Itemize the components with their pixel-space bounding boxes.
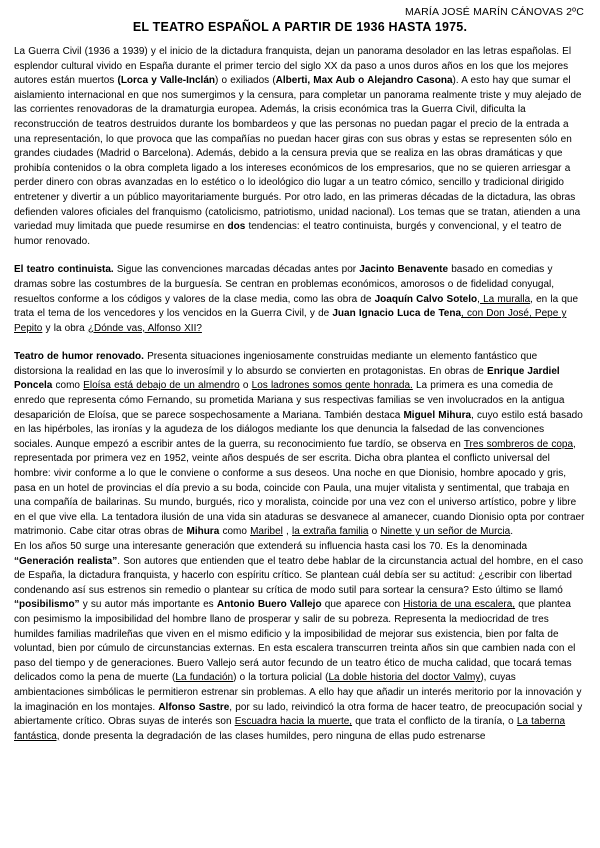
underlined-work-title: , La muralla <box>477 293 531 305</box>
underlined-work-title: Historia de una escalera, <box>403 599 516 611</box>
page-title: EL TEATRO ESPAÑOL A PARTIR DE 1936 HASTA 1975. <box>132 20 468 34</box>
underlined-work-title: Ninette y un señor de Murcia <box>380 526 511 538</box>
text-run: como <box>219 526 251 538</box>
bold-author: Alfonso Sastre <box>158 701 230 713</box>
paragraph-gap <box>14 249 586 263</box>
bold-term: “posibilismo” <box>14 599 80 611</box>
text-run: basado en comedias y dramas sobre las costumbres de la burguesía. Se centran en problemas económicos, amorosos o de fidelidad conyugal, resueltos conforme a los códigos y valores de la clase media, como las obra de <box>14 264 555 305</box>
paragraph-teatro-humor <box>14 350 586 540</box>
text-run: y su autor más importante es <box>79 599 217 611</box>
text-run: tendencias: el teatro continuista, burgés y convencional, y el teatro de humor renovado. <box>14 221 562 247</box>
paragraph-generacion-realista <box>14 540 586 744</box>
bold-author: Antonio Buero Vallejo <box>216 599 322 611</box>
bold-author: Enrique Jardiel Poncela <box>14 365 560 392</box>
text-run: o <box>368 526 381 538</box>
section-heading: Teatro de humor renovado. <box>14 351 144 363</box>
text-run: La Guerra Civil (1936 a 1939) y el inicio de la dictadura franquista, dejan un panorama desolador en las letras españolas. El esplendor cultural vivido en España durante el primer tercio del siglo XX da paso a unos duros años en los que los mejores autores están muertos <box>14 46 572 87</box>
paragraph-introduction <box>14 45 586 249</box>
text-run: La primera es una comedia de enredo que representa cómo Fernando, su prometida Mariana y sus respectivas familias se ven involucrados en la antigua desaparición de Eloísa, que se parece sospechosamente a Mariana. También destaca <box>14 380 565 421</box>
underlined-work-title: Tres sombreros de copa <box>463 438 574 450</box>
bold-authors-exiled: Alberti, Max Aub o Alejandro Casona <box>275 75 453 87</box>
text-run: Sigue las convenciones marcadas décadas antes por <box>113 264 360 276</box>
paragraph-teatro-continuista <box>14 263 586 336</box>
bold-term: “Generación realista” <box>14 555 118 567</box>
underlined-work-title: ¿Dónde vas, Alfonso XII? <box>87 322 202 334</box>
section-heading: El teatro continuista. <box>14 264 114 276</box>
text-run: . Son autores que entienden que el teatro debe hablar de la circunstancia actual del hombre, en el caso de España, la dictadura franquista, y hacerlo con espíritu crítico. Se plantean cuál debía ser su actitud: ¿escribir con libertad condenando así sus estrenos sin remedio o plantear su crítica de modo sutil para sortear la censura? Esto último se llamó <box>14 555 584 596</box>
underlined-work-title: La doble historia del doctor Valmy <box>328 672 481 684</box>
text-run: que trata el conflicto de la tiranía, o <box>352 716 517 728</box>
text-run: , por su lado, reivindicó la otra forma de hacer teatro, de preocupación social y abiertamente crítico. Obras suyas de interés son <box>14 701 583 728</box>
text-run: o <box>239 380 252 392</box>
text-run: como <box>52 380 84 392</box>
text-run: ) o la tortura policial ( <box>233 672 329 684</box>
text-run: que aparece con <box>321 599 404 611</box>
text-run: ). A esto hay que sumar el aislamiento internacional en que nos sumergimos y la censura, para completar un panorama realmente triste y muy alejado de las corrientes renovadoras de la dramaturgia europea. Además, la crisis económica tras la Guerra Civil, dificulta la reconstrucción de teatros destruidos durante los bombardeos y que las personas no puedan pagar el precio de la entrada a una representación, lo que provoca que las compañías no puedan hacer giras con sus obras y estas se representen sólo en grandes ciudades (Madrid o Barcelona). Además, debido a la censura previa que se realiza en las obras dramáticas y que prohibía contenidos o la obra completa ligado a los intereses económicos de los empresarios, que no se quieren arriesgar a perder dinero con obras avanzadas en lo estético o lo ideológico dio lugar a un teatro cómico, sencillo y tradicional dirigido entretener y divertir a un público mayoritariamente burgués. Por otro lado, en las primeras décadas de la dictadura, las obras defienden valores oficiales del franquismo (catolicismo, patriotismo, unidad nacional). Los temas que se tratan, atienden a una variedad muy limitada que puede resumirse en <box>14 75 582 233</box>
underlined-work-title: la extraña familia <box>292 526 369 538</box>
text-run: ) o exiliados ( <box>215 75 276 87</box>
author-name: MARÍA JOSÉ MARÍN CÁNOVAS 2ºC <box>404 6 584 18</box>
text-run: En los años 50 surge una interesante generación que extenderá su influencia hasta casi los 70. Es la denominada <box>14 541 528 552</box>
underlined-work-title: La fundación <box>175 672 234 684</box>
text-run: que plantea con pesimismo la imposibilidad del hombre llano de prosperar y salir de su pobreza. Representa la mediocridad de tres humildes familias madrileñas que viven en el mismo edificio y la imposibilidad de mejorar sus existencia, bien por falta de voluntad, bien por cúmulo de circunstancias externas. En esta escalera transcurren treinta años sin que cambien nada con el paso del tiempo y de generaciones. Buero Vallejo será autor fecundo de un teatro ético de mucha calidad, que tocará temas delicados como la pena de muerte ( <box>14 599 576 684</box>
text-run: donde presenta la degradación de las clases humildes, pero ninguna de ellas pudo estrenarse <box>59 730 486 742</box>
text-run: Presenta situaciones ingeniosamente construidas mediante un elemento fantástico que distorsiona la realidad en las que lo inverosímil y lo absurdo se convierten en protagonistas. En obras de <box>14 351 538 377</box>
paragraph-gap <box>14 336 586 350</box>
underlined-work-title: Los ladrones somos gente honrada. <box>251 380 413 392</box>
text-run: y la obra <box>42 322 88 334</box>
bold-term: dos <box>227 221 246 233</box>
text-run: , <box>282 526 293 538</box>
text-run: , cuyo estilo está basado en las hipérboles, las ironías y la agudeza de los diálogos mediante los que denuncia la falsedad de las convenciones sociales. Aunque empezó a escribir antes de la guerra, su reconocimiento fue tardío, se observa en <box>14 409 583 450</box>
bold-author: Mihura <box>186 526 220 538</box>
bold-authors-dead: (Lorca y Valle-Inclán <box>117 75 215 87</box>
bold-author: Joaquín Calvo Sotelo <box>374 293 478 305</box>
underlined-work-title: Eloísa está debajo de un almendro <box>83 380 240 392</box>
underlined-work-title: Maribel <box>250 526 283 538</box>
bold-author: Miguel Mihura <box>403 409 472 421</box>
underlined-work-title: , con Don José, Pepe y Pepito <box>14 308 567 334</box>
text-run: . <box>510 526 513 538</box>
underlined-work-title: La taberna fantástica, <box>14 716 566 742</box>
bold-author: Jacinto Benavente <box>359 264 449 276</box>
text-run: , representada por primera vez en 1952, veinte años después de ser escrita. Dicha obra plantea el conflicto universal del hombre: vivir conforme a lo que le conviene o conforme a sus deseos. Una noche en que Dionisio, hombre apocado y gris, pasa en un hotel de provincias el día previo a su boda, coincide con Paula, una mujer vitalista y sentimental, que trabaja en una compañía de bailarinas. Su mundo, burgués, rico y moralista, coincide por una vez con el universo artístico, pobre y libre en el que vive ella. La tentadora ilusión de una vida sin ataduras se desvanece al amanecer, cuando Dionisio opta por contraer matrimonio. Cabe citar otras obras de <box>14 438 585 538</box>
text-run: ), cuyas ambientaciones simbólicas le permitieron estrenar sin problemas. A ello hay que añadir un interés meritorio por la innovación y la imaginación en los montajes. <box>14 672 582 713</box>
underlined-work-title: Escuadra hacia la muerte, <box>234 716 353 728</box>
text-run: , en la que trata el tema de los vencedores y los vencidos en la Guerra Civil, y de <box>14 293 579 320</box>
bold-author: Juan Ignacio Luca de Tena <box>332 308 462 320</box>
